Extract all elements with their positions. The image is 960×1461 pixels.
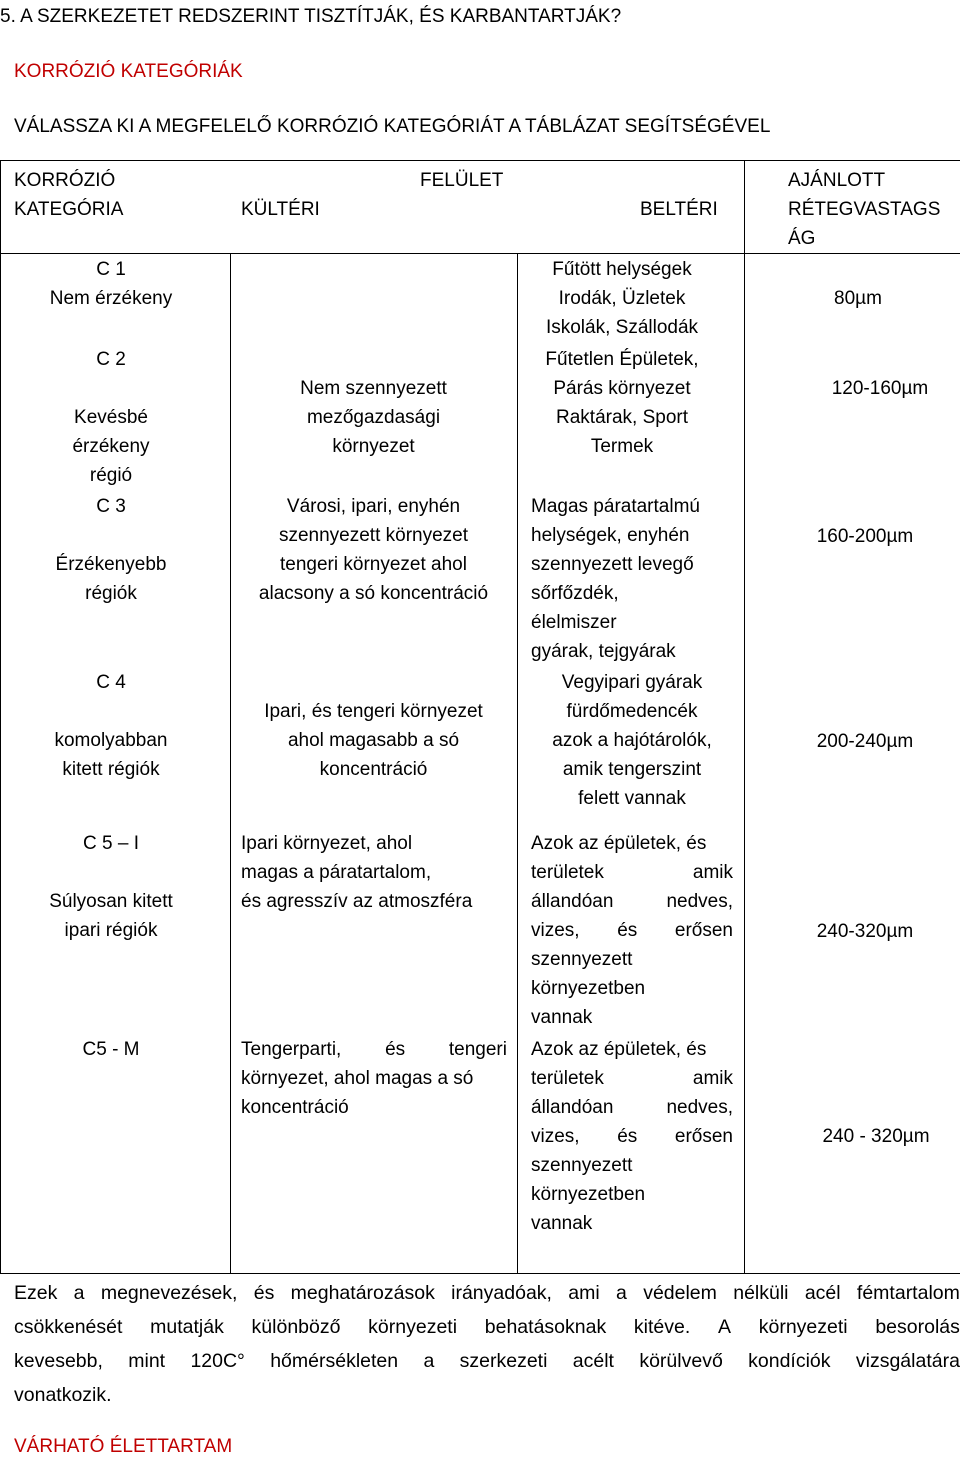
- header-indoor: BELTÉRI: [640, 199, 718, 220]
- indoor-cell: Fűtetlen Épületek, Párás környezet Raktárak, Sport Termek: [545, 349, 699, 457]
- header-surface: FELÜLET: [420, 170, 504, 191]
- thickness-cell: 80µm: [834, 288, 882, 309]
- thickness-cell: 120-160µm: [831, 378, 929, 399]
- note-line: kevesebb, mint 120C° hőmérsékleten a szerkezeti acélt körülvevő kondíciók vizsgálatára: [14, 1350, 960, 1372]
- category-cell: C 5 – I Súlyosan kitett ipari régiók: [49, 833, 173, 941]
- expected-lifetime-title: VÁRHATÓ ÉLETTARTAM: [14, 1436, 233, 1457]
- corrosion-categories-title: KORRÓZIÓ KATEGÓRIÁK: [14, 61, 243, 82]
- outdoor-cell: Nem szennyezett mezőgazdasági környezet: [300, 378, 447, 457]
- note-line: Ezek a megnevezések, és meghatározások irányadóak, ami a védelem nélküli acél fémtartalom: [14, 1282, 960, 1304]
- category-cell: C 3 Érzékenyebb régiók: [55, 496, 167, 604]
- category-cell: C 4 komolyabban kitett régiók: [54, 672, 168, 780]
- outdoor-cell: Ipari környezet, ahol magas a páratartalom, és agresszív az atmoszféra: [241, 833, 473, 912]
- note-paragraph: [14, 1276, 960, 1412]
- indoor-cell: Vegyipari gyárak fürdőmedencék azok a hajótárolók, amik tengerszint felett vannak: [552, 672, 712, 809]
- thickness-cell: 160-200µm: [816, 526, 914, 547]
- thickness-cell: 200-240µm: [816, 731, 914, 752]
- header-thickness: AJÁNLOTT RÉTEGVASTAGS ÁG: [788, 170, 941, 249]
- note-line: vonatkozik.: [14, 1384, 112, 1406]
- category-cell: C5 - M: [82, 1039, 140, 1060]
- section-heading: 5. A SZERKEZETET REDSZERINT TISZTÍTJÁK, ÉS KARBANTARTJÁK?: [0, 6, 622, 27]
- thickness-cell: 240 - 320µm: [822, 1126, 930, 1147]
- outdoor-cell: Tengerparti, és tengeri környezet, ahol magas a só koncentráció: [241, 1039, 507, 1118]
- indoor-cell: Fűtött helységek Irodák, Üzletek Iskolák, Szállodák: [545, 259, 699, 338]
- outdoor-cell: Ipari, és tengeri környezet ahol magasabb a só koncentráció: [264, 701, 483, 780]
- indoor-cell: Azok az épületek, és területek amik állandóan nedves, vizes, és erősen szennyezett környezetben vannak: [531, 1039, 733, 1234]
- header-outdoor: KÜLTÉRI: [241, 199, 320, 220]
- outdoor-cell: Városi, ipari, enyhén szennyezett környezet tengeri környezet ahol alacsony a só koncentráció: [258, 496, 489, 604]
- note-line: csökkenését mutatják különböző környezeti behatásoknak kitéve. A környezeti besorolás: [14, 1316, 960, 1338]
- category-cell: C 2 Kevésbé érzékeny régió: [72, 349, 150, 486]
- indoor-cell: Magas páratartalmú helységek, enyhén szennyezett levegő sőrfőzdék, élelmiszer gyárak, tejgyárak: [531, 496, 700, 662]
- table-rule: [0, 253, 960, 254]
- instruction-text: VÁLASSZA KI A MEGFELELŐ KORRÓZIÓ KATEGÓRIÁT A TÁBLÁZAT SEGÍTSÉGÉVEL: [14, 116, 771, 137]
- category-cell: C 1 Nem érzékeny: [49, 259, 173, 309]
- table-rule: [0, 1273, 960, 1274]
- table-rule: [744, 160, 745, 1274]
- thickness-cell: 240-320µm: [816, 921, 914, 942]
- table-rule: [0, 160, 960, 161]
- indoor-cell: Azok az épületek, és területek amik állandóan nedves, vizes, és erősen szennyezett környezetben vannak: [531, 833, 733, 1028]
- header-category: KORRÓZIÓ KATEGÓRIA: [14, 170, 124, 220]
